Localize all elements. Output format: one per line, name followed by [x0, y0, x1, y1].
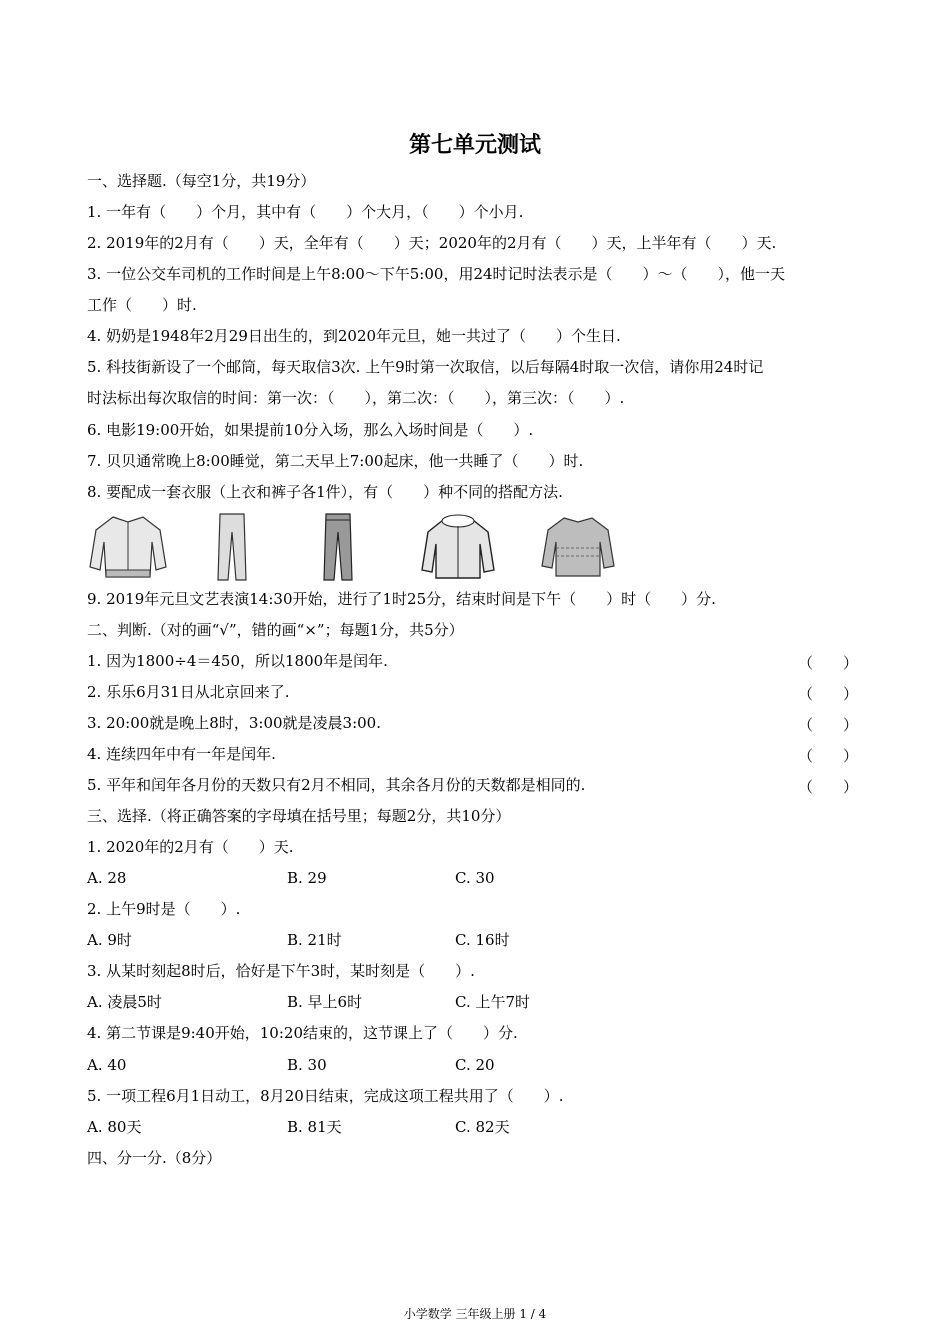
- question-1-5: 5. 科技街新设了一个邮筒，每天取信3次. 上午9时第一次取信，以后每隔4时取一次信，请你用24时记: [87, 358, 764, 376]
- coat-image: [418, 512, 498, 582]
- choice-2-question: 2. 上午9时是（ ）.: [87, 900, 241, 918]
- judge-4: 4. 连续四年中有一年是闰年.: [87, 745, 276, 763]
- judge-2: 2. 乐乐6月31日从北京回来了.: [87, 683, 290, 701]
- choice-1-option-c: C. 30: [455, 869, 495, 887]
- section-2-heading: 二、判断.（对的画“√”，错的画“×”；每题1分，共5分）: [87, 621, 464, 639]
- question-1-1: 1. 一年有（ ）个月，其中有（ ）个大月，（ ）个小月.: [87, 203, 524, 221]
- question-1-8: 8. 要配成一套衣服（上衣和裤子各1件），有（ ）种不同的搭配方法.: [87, 483, 563, 501]
- trousers-1-image: [212, 512, 252, 582]
- choice-4-question: 4. 第二节课是9:40开始，10:20结束的，这节课上了（ ）分.: [87, 1024, 518, 1042]
- judge-1-blank: （ ）: [798, 654, 859, 672]
- choice-1-question: 1. 2020年的2月有（ ）天.: [87, 838, 294, 856]
- question-1-3: 3. 一位公交车司机的工作时间是上午8:00～下午5:00，用24时记时法表示是（ ）～（ ），他一天: [87, 265, 786, 283]
- choice-3-option-a: A. 凌晨5时: [87, 993, 162, 1011]
- jeans-image: [318, 512, 358, 582]
- question-1-3-cont: 工作（ ）时.: [87, 296, 197, 314]
- judge-1: 1. 因为1800÷4＝450，所以1800年是闰年.: [87, 652, 388, 670]
- choice-3-option-c: C. 上午7时: [455, 993, 531, 1011]
- choice-5-option-c: C. 82天: [455, 1118, 510, 1136]
- choice-4-option-b: B. 30: [287, 1056, 327, 1074]
- page-footer: 小学数学 三年级上册 1 / 4: [403, 1307, 547, 1321]
- choice-4-option-a: A. 40: [87, 1056, 127, 1074]
- choice-1-option-a: A. 28: [87, 869, 127, 887]
- section-4-heading: 四、分一分.（8分）: [87, 1149, 222, 1167]
- choice-3-question: 3. 从某时刻起8时后，恰好是下午3时，某时刻是（ ）.: [87, 962, 475, 980]
- choice-2-option-a: A. 9时: [87, 931, 132, 949]
- question-1-4: 4. 奶奶是1948年2月29日出生的，到2020年元旦，她一共过了（ ）个生日.: [87, 327, 621, 345]
- judge-2-blank: （ ）: [798, 685, 859, 703]
- question-1-7: 7. 贝贝通常晚上8:00睡觉，第二天早上7:00起床，他一共睡了（ ）时.: [87, 452, 584, 470]
- choice-5-question: 5. 一项工程6月1日动工，8月20日结束，完成这项工程共用了（ ）.: [87, 1087, 564, 1105]
- question-1-9: 9. 2019年元旦文艺表演14:30开始，进行了1时25分，结束时间是下午（ ）时（ ）分.: [87, 590, 716, 608]
- question-1-6: 6. 电影19:00开始，如果提前10分入场，那么入场时间是（ ）.: [87, 421, 534, 439]
- choice-2-option-b: B. 21时: [287, 931, 342, 949]
- judge-5-blank: （ ）: [798, 778, 859, 796]
- choice-2-option-c: C. 16时: [455, 931, 510, 949]
- jacket-1-image: [88, 512, 168, 582]
- section-1-heading: 一、选择题.（每空1分，共19分）: [87, 172, 316, 190]
- section-3-heading: 三、选择.（将正确答案的字母填在括号里；每题2分，共10分）: [87, 807, 511, 825]
- judge-5: 5. 平年和闰年各月份的天数只有2月不相同，其余各月份的天数都是相同的.: [87, 776, 586, 794]
- question-1-5-cont: 时法标出每次取信的时间：第一次：（ ），第二次：（ ），第三次：（ ）.: [87, 389, 625, 407]
- judge-3-blank: （ ）: [798, 716, 859, 734]
- judge-4-blank: （ ）: [798, 747, 859, 765]
- judge-3: 3. 20:00就是晚上8时，3:00就是凌晨3:00.: [87, 714, 381, 732]
- choice-5-option-a: A. 80天: [87, 1118, 142, 1136]
- choice-4-option-c: C. 20: [455, 1056, 495, 1074]
- choice-5-option-b: B. 81天: [287, 1118, 342, 1136]
- choice-1-option-b: B. 29: [287, 869, 327, 887]
- page-title: 第七单元测试: [408, 132, 541, 158]
- question-1-2: 2. 2019年的2月有（ ）天，全年有（ ）天；2020年的2月有（ ）天，上半年有（ ）天.: [87, 234, 777, 252]
- sweater-image: [538, 512, 618, 582]
- choice-3-option-b: B. 早上6时: [287, 993, 363, 1011]
